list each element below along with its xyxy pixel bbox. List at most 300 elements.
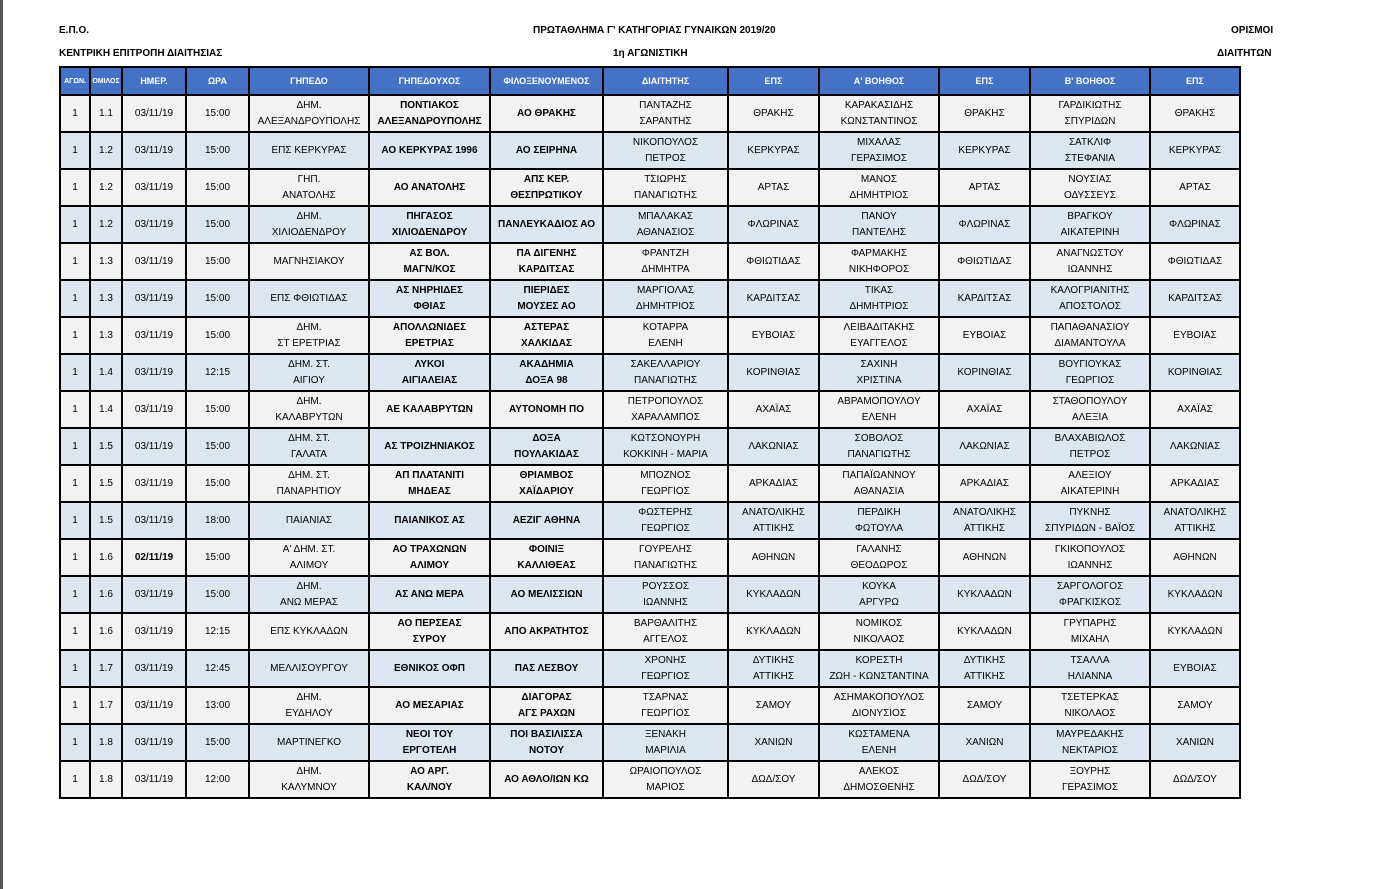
cell-omilos: 1.4 (90, 391, 122, 428)
cell-eps1 (728, 206, 819, 243)
cell-referee (603, 243, 728, 280)
cell-line: ΣΑΤΚΛΙΦ (1068, 136, 1112, 148)
table-row (60, 280, 1240, 317)
cell-field (249, 132, 369, 169)
cell-assistant2 (1030, 95, 1150, 132)
cell-away-team (490, 391, 603, 428)
cell-eps2 (939, 502, 1030, 539)
cell-line: ΕΥΑΓΓΕΛΟΣ (850, 337, 908, 349)
cell-away-team (490, 613, 603, 650)
cell-line: ΑΤΤΙΚΗΣ (964, 522, 1005, 534)
cell-time: 12:00 (186, 761, 249, 798)
cell-date: 03/11/19 (122, 280, 186, 317)
cell-assistant1 (819, 502, 939, 539)
cell-eps1 (728, 613, 819, 650)
cell-line: ΑΡΚΑΔΙΑΣ (960, 477, 1009, 489)
cell-line: ΔΙΑΓΟΡΑΣ (521, 691, 572, 703)
cell-referee (603, 576, 728, 613)
cell-line: ΧΡΟΝΗΣ (644, 654, 687, 666)
table-row (60, 169, 1240, 206)
cell-line: ΠΑΝΑΓΙΩΤΗΣ (633, 189, 698, 201)
cell-assistant1 (819, 650, 939, 687)
cell-line: ΑΕΖΙΓ ΑΘΗΝΑ (512, 514, 581, 526)
cell-line: ΖΩΗ - ΚΩΝΣΤΑΝΤΙΝΑ (829, 670, 929, 682)
cell-eps1 (728, 539, 819, 576)
cell-eps3 (1150, 613, 1240, 650)
cell-line: ΠΑΝΛΕΥΚΑΔΙΟΣ ΑΟ (497, 218, 595, 230)
cell-away-team (490, 465, 603, 502)
cell-line: ΑΝΑΤΟΛΙΚΗΣ (953, 506, 1016, 518)
cell-line: ΣΑΡΓΟΛΟΓΟΣ (1056, 580, 1124, 592)
cell-agon: 1 (60, 650, 90, 687)
cell-referee (603, 391, 728, 428)
table-row (60, 687, 1240, 724)
cell-field (249, 391, 369, 428)
cell-assistant2 (1030, 724, 1150, 761)
cell-line: ΚΟΤΑΡΡΑ (642, 321, 689, 333)
cell-time: 18:00 (186, 502, 249, 539)
cell-line: ΠΑΣ ΛΕΣΒΟΥ (514, 662, 579, 674)
cell-home-team (369, 428, 490, 465)
cell-line: ΚΥΚΛΑΔΩΝ (746, 588, 801, 600)
cell-away-team (490, 539, 603, 576)
cell-line: ΕΘΝΙΚΟΣ ΟΦΠ (394, 662, 465, 674)
cell-line: ΚΥΚΛΑΔΩΝ (1167, 625, 1223, 637)
cell-line: ΚΕΡΚΥΡΑΣ (958, 144, 1011, 156)
cell-line: ΝΟΥΣΙΑΣ (1068, 173, 1112, 185)
cell-eps2 (939, 428, 1030, 465)
cell-line: ΘΡΑΚΗΣ (964, 107, 1005, 119)
cell-line: ΔΗΜ. ΣΤ. (288, 432, 330, 444)
cell-line: ΑΧΑΪΑΣ (755, 403, 792, 415)
cell-line: ΙΩΑΝΝΗΣ (643, 596, 688, 608)
cell-eps3 (1150, 391, 1240, 428)
cell-eps3 (1150, 502, 1240, 539)
cell-time: 12:15 (186, 613, 249, 650)
cell-agon: 1 (60, 95, 90, 132)
cell-field (249, 317, 369, 354)
cell-field (249, 280, 369, 317)
cell-line: ΓΑΡΔΙΚΙΩΤΗΣ (1058, 99, 1122, 111)
cell-assistant2 (1030, 169, 1150, 206)
cell-line: ΦΡΑΝΤΖΗ (641, 247, 690, 259)
cell-agon: 1 (60, 280, 90, 317)
cell-line: ΚΑΡΔΙΤΣΑΣ (957, 292, 1012, 304)
table-row (60, 354, 1240, 391)
cell-line: ΑΟ ΑΝΑΤΟΛΗΣ (393, 181, 466, 193)
cell-eps3 (1150, 539, 1240, 576)
cell-line: ΚΥΚΛΑΔΩΝ (957, 588, 1012, 600)
cell-line: ΑΥΤΟΝΟΜΗ ΠΟ (508, 403, 585, 415)
cell-line: ΚΟΡΙΝΘΙΑΣ (746, 366, 801, 378)
cell-line: ΧΑΡΑΛΑΜΠΟΣ (631, 411, 700, 423)
cell-line: ΔΥΤΙΚΗΣ (963, 654, 1006, 666)
cell-assistant1 (819, 206, 939, 243)
cell-line: ΓΑΛΑΤΑ (291, 448, 327, 460)
orismoi-label: ΟΡΙΣΜΟΙ (1231, 25, 1274, 36)
cell-line: ΑΝΑΤΟΛΗΣ (282, 189, 336, 201)
cell-away-team (490, 169, 603, 206)
cell-date: 03/11/19 (122, 687, 186, 724)
cell-line: ΣΥΡΟΥ (412, 633, 447, 645)
cell-line: ΚΑΛΛΙΘΕΑΣ (517, 559, 576, 571)
cell-line: ΑΡΤΑΣ (968, 181, 1001, 193)
cell-assistant1 (819, 465, 939, 502)
cell-time: 15:00 (186, 576, 249, 613)
cell-line: ΔΟΞΑ (532, 432, 561, 444)
cell-away-team (490, 724, 603, 761)
table-row (60, 613, 1240, 650)
table-row (60, 243, 1240, 280)
cell-referee (603, 428, 728, 465)
cell-line: ΛΑΚΩΝΙΑΣ (959, 440, 1010, 452)
cell-eps2 (939, 465, 1030, 502)
table-row (60, 317, 1240, 354)
cell-line: ΔΥΤΙΚΗΣ (752, 654, 795, 666)
cell-away-team (490, 317, 603, 354)
cell-line: ΓΗΠ. (297, 173, 321, 185)
cell-line: ΑΟ ΑΡΓ. (410, 765, 449, 777)
cell-omilos: 1.7 (90, 650, 122, 687)
cell-time: 15:00 (186, 132, 249, 169)
cell-line: ΝΙΚΟΠΟΥΛΟΣ (632, 136, 699, 148)
cell-field (249, 502, 369, 539)
cell-assistant1 (819, 391, 939, 428)
cell-agon: 1 (60, 428, 90, 465)
cell-line: ΚΑΡΔΙΤΣΑΣ (746, 292, 801, 304)
cell-referee (603, 169, 728, 206)
cell-line: ΑΝΑΓΝΩΣΤΟΥ (1056, 247, 1124, 259)
cell-line: ΔΗΜ. (296, 580, 322, 592)
cell-line: ΔΗΜΗΤΡΙΟΣ (849, 189, 909, 201)
cell-assistant1 (819, 428, 939, 465)
cell-line: ΞΕΝΑΚΗ (645, 728, 686, 740)
cell-eps2 (939, 243, 1030, 280)
table-row (60, 724, 1240, 761)
cell-assistant2 (1030, 539, 1150, 576)
cell-line: ΕΛΕΝΗ (861, 744, 897, 756)
cell-referee (603, 132, 728, 169)
cell-time: 15:00 (186, 465, 249, 502)
cell-eps3 (1150, 761, 1240, 798)
cell-line: ΠΟΙ ΒΑΣΙΛΙΣΣΑ (510, 728, 583, 740)
cell-date: 03/11/19 (122, 650, 186, 687)
cell-line: ΗΛΙΑΝΝΑ (1067, 670, 1113, 682)
table-row (60, 465, 1240, 502)
cell-eps3 (1150, 280, 1240, 317)
cell-assistant1 (819, 317, 939, 354)
table-row (60, 206, 1240, 243)
cell-date: 03/11/19 (122, 428, 186, 465)
cell-line: ΣΤΑΘΟΠΟΥΛΟΥ (1052, 395, 1128, 407)
cell-line: ΑΠΟΣΤΟΛΟΣ (1059, 300, 1121, 312)
cell-home-team (369, 539, 490, 576)
cell-eps1 (728, 502, 819, 539)
cell-referee (603, 317, 728, 354)
cell-line: ΝΟΤΟΥ (528, 744, 565, 756)
cell-line: ΚΟΡΙΝΘΙΑΣ (957, 366, 1012, 378)
cell-date: 03/11/19 (122, 206, 186, 243)
col-header-time: ΩΡΑ (186, 67, 249, 95)
cell-eps1 (728, 132, 819, 169)
cell-agon: 1 (60, 465, 90, 502)
cell-field (249, 687, 369, 724)
cell-line: ΜΑΓΝΗΣΙΑΚΟΥ (273, 255, 345, 267)
cell-eps3 (1150, 576, 1240, 613)
cell-assistant2 (1030, 428, 1150, 465)
table-row (60, 576, 1240, 613)
cell-line: ΝΕΟΙ ΤΟΥ (405, 728, 454, 740)
cell-time: 12:45 (186, 650, 249, 687)
cell-line: ΕΥΔΗΛΟΥ (285, 707, 333, 719)
col-header-eps2: ΕΠΣ (939, 67, 1030, 95)
cell-eps1 (728, 576, 819, 613)
cell-field (249, 613, 369, 650)
cell-line: ΟΔΥΣΣΕΥΣ (1063, 189, 1117, 201)
window-edge (0, 0, 3, 889)
cell-line: ΠΕΤΡΟΣ (645, 152, 686, 164)
cell-agon: 1 (60, 761, 90, 798)
cell-time: 15:00 (186, 539, 249, 576)
cell-omilos: 1.6 (90, 576, 122, 613)
cell-line: ΝΙΚΗΦΟΡΟΣ (848, 263, 910, 275)
cell-assistant2 (1030, 280, 1150, 317)
cell-field (249, 465, 369, 502)
cell-assistant2 (1030, 761, 1150, 798)
cell-line: ΜΑΡΙΟΣ (646, 781, 685, 793)
cell-eps3 (1150, 95, 1240, 132)
cell-field (249, 650, 369, 687)
cell-line: ΧΑΛΚΙΔΑΣ (521, 337, 572, 349)
col-header-eps1: ΕΠΣ (728, 67, 819, 95)
cell-line: ΘΕΣΠΡΩΤΙΚΟΥ (510, 189, 583, 201)
cell-line: ΑΝΑΤΟΛΙΚΗΣ (1163, 506, 1227, 518)
cell-line: ΔΗΜΟΣΘΕΝΗΣ (843, 781, 915, 793)
cell-agon: 1 (60, 613, 90, 650)
cell-date: 02/11/19 (122, 539, 186, 576)
cell-line: ΑΟ ΑΘΛΟ/ΙΩΝ ΚΩ (504, 773, 589, 785)
cell-time: 15:00 (186, 280, 249, 317)
cell-line: ΑΛΕΞΙΟΥ (1068, 469, 1112, 481)
cell-home-team (369, 650, 490, 687)
col-header-omilos: ΟΜΙΛΟΣ (90, 67, 122, 95)
cell-referee (603, 280, 728, 317)
cell-line: ΙΩΑΝΝΗΣ (1067, 559, 1113, 571)
cell-home-team (369, 95, 490, 132)
cell-agon: 1 (60, 132, 90, 169)
cell-line: ΑΛΕΚΟΣ (858, 765, 900, 777)
cell-line: ΛΑΚΩΝΙΑΣ (1169, 440, 1221, 452)
cell-line: ΜΑΥΡΕΔΑΚΗΣ (1056, 728, 1124, 740)
cell-line: ΑΛΕΞΙΑ (1072, 411, 1108, 423)
table-row (60, 428, 1240, 465)
table-row (60, 650, 1240, 687)
cell-field (249, 354, 369, 391)
cell-line: ΔΗΜ. (296, 99, 322, 111)
cell-line: ΣΠΥΡΙΔΩΝ (1064, 115, 1116, 127)
cell-agon: 1 (60, 576, 90, 613)
cell-eps1 (728, 687, 819, 724)
cell-assistant1 (819, 354, 939, 391)
cell-away-team (490, 132, 603, 169)
cell-line: ΚΥΚΛΑΔΩΝ (957, 625, 1012, 637)
cell-home-team (369, 761, 490, 798)
cell-line: ΔΗΜΗΤΡΙΟΣ (636, 300, 695, 312)
cell-line: ΠΑΝΑΡΗΤΙΟΥ (276, 485, 342, 497)
cell-home-team (369, 206, 490, 243)
cell-field (249, 243, 369, 280)
cell-line: ΔΙΑΜΑΝΤΟΥΛΑ (1054, 337, 1126, 349)
cell-referee (603, 650, 728, 687)
cell-referee (603, 613, 728, 650)
cell-eps2 (939, 206, 1030, 243)
cell-line: ΧΑΪΔΑΡΙΟΥ (519, 485, 574, 497)
cell-line: ΠΑΝΤΑΖΗΣ (639, 99, 692, 111)
cell-home-team (369, 613, 490, 650)
cell-eps3 (1150, 724, 1240, 761)
cell-line: ΜΗΔΕΑΣ (408, 485, 451, 497)
cell-line: ΑΤΤΙΚΗΣ (753, 522, 794, 534)
cell-line: ΝΕΚΤΑΡΙΟΣ (1061, 744, 1118, 756)
cell-eps3 (1150, 354, 1240, 391)
cell-home-team (369, 576, 490, 613)
cell-line: ΜΙΧΑΛΑΣ (857, 136, 901, 148)
cell-line: ΔΗΜ. (296, 321, 322, 333)
cell-omilos: 1.8 (90, 724, 122, 761)
cell-line: ΧΙΛΙΟΔΕΝΔΡΟΥ (271, 226, 347, 238)
cell-agon: 1 (60, 502, 90, 539)
cell-eps1 (728, 280, 819, 317)
cell-field (249, 95, 369, 132)
cell-line: ΣΑΡΑΝΤΗΣ (639, 115, 692, 127)
cell-agon: 1 (60, 317, 90, 354)
cell-line: ΕΥΒΟΙΑΣ (1173, 662, 1217, 674)
cell-line: ΦΛΩΡΙΝΑΣ (958, 218, 1011, 230)
cell-assistant2 (1030, 613, 1150, 650)
cell-line: ΛΑΚΩΝΙΑΣ (748, 440, 799, 452)
cell-omilos: 1.2 (90, 132, 122, 169)
cell-omilos: 1.5 (90, 428, 122, 465)
cell-assistant2 (1030, 317, 1150, 354)
cell-line: ΦΛΩΡΙΝΑΣ (1169, 218, 1221, 230)
cell-line: ΚΑΛΥΜΝΟΥ (281, 781, 337, 793)
cell-field (249, 169, 369, 206)
cell-away-team (490, 761, 603, 798)
col-header-assistant1: Α' ΒΟΗΘΟΣ (819, 67, 939, 95)
cell-line: ΠΑΝΤΕΛΗΣ (852, 226, 906, 238)
cell-line: ΑΙΓΙΟΥ (293, 374, 325, 386)
cell-eps1 (728, 724, 819, 761)
cell-eps2 (939, 724, 1030, 761)
cell-line: ΓΕΡΑΣΙΜΟΣ (1061, 781, 1119, 793)
cell-line: ΑΟ ΚΕΡΚΥΡΑΣ 1996 (381, 144, 478, 156)
cell-line: ΔΗΜΗΤΡΙΟΣ (849, 300, 909, 312)
cell-line: ΦΩΣΤΕΡΗΣ (638, 506, 693, 518)
cell-line: ΑΛΙΜΟΥ (409, 559, 450, 571)
cell-assistant2 (1030, 354, 1150, 391)
cell-line: ΑΝΑΤΟΛΙΚΗΣ (742, 506, 805, 518)
cell-line: ΑΠ ΠΛΑΤΑΝΙΤΙ (395, 469, 464, 481)
cell-agon: 1 (60, 354, 90, 391)
cell-line: ΑΘΑΝΑΣΙΑ (853, 485, 905, 497)
cell-eps1 (728, 243, 819, 280)
cell-time: 15:00 (186, 95, 249, 132)
cell-assistant1 (819, 576, 939, 613)
cell-line: ΝΙΚΟΛΑΟΣ (853, 633, 905, 645)
cell-away-team (490, 687, 603, 724)
cell-line: ΡΟΥΣΣΟΣ (641, 580, 690, 592)
cell-eps3 (1150, 206, 1240, 243)
cell-line: ΣΑΜΟΥ (755, 699, 792, 711)
cell-line: ΣΠΥΡΙΔΩΝ - ΒΑΪΟΣ (1045, 522, 1135, 534)
cell-line: ΧΑΝΙΩΝ (965, 736, 1004, 748)
cell-line: ΓΑΛΑΝΗΣ (856, 543, 902, 555)
cell-assistant1 (819, 687, 939, 724)
cell-line: ΙΩΑΝΝΗΣ (1067, 263, 1113, 275)
cell-line: ΑΡΓΥΡΩ (859, 596, 899, 608)
table-row (60, 132, 1240, 169)
cell-line: ΝΙΚΟΛΑΟΣ (1064, 707, 1116, 719)
cell-eps3 (1150, 169, 1240, 206)
cell-time: 15:00 (186, 428, 249, 465)
cell-line: ΑΤΤΙΚΗΣ (753, 670, 794, 682)
cell-line: ΜΙΧΑΗΛ (1070, 633, 1110, 645)
cell-eps3 (1150, 428, 1240, 465)
cell-line: ΑΙΚΑΤΕΡΙΝΗ (1060, 485, 1120, 497)
cell-line: ΠΑ ΔΙΓΕΝΗΣ (516, 247, 577, 259)
cell-line: ΔΗΜ. (296, 765, 322, 777)
matchday-label: 1η ΑΓΩΝΙΣΤΙΚΗ (613, 48, 688, 59)
table-row (60, 502, 1240, 539)
cell-date: 03/11/19 (122, 502, 186, 539)
cell-agon: 1 (60, 687, 90, 724)
cell-time: 15:00 (186, 169, 249, 206)
cell-home-team (369, 465, 490, 502)
cell-line: ΑΝΩ ΜΕΡΑΣ (280, 596, 338, 608)
cell-omilos: 1.2 (90, 206, 122, 243)
cell-omilos: 1.4 (90, 354, 122, 391)
cell-omilos: 1.3 (90, 280, 122, 317)
cell-line: ΠΑΙΑΝΙΑΣ (285, 514, 333, 526)
cell-line: ΘΕΟΔΩΡΟΣ (850, 559, 908, 571)
cell-home-team (369, 132, 490, 169)
cell-assistant2 (1030, 132, 1150, 169)
cell-line: ΑΛΕΞΑΝΔΡΟΥΠΟΛΗΣ (257, 115, 361, 127)
cell-line: ΦΘΙΩΤΙΔΑΣ (746, 255, 801, 267)
cell-home-team (369, 317, 490, 354)
cell-line: ΑΡΤΑΣ (1179, 181, 1211, 193)
cell-line: ΣΑΚΕΛΛΑΡΙΟΥ (630, 358, 701, 370)
cell-omilos: 1.3 (90, 317, 122, 354)
cell-date: 03/11/19 (122, 354, 186, 391)
cell-line: ΞΟΥΡΗΣ (1069, 765, 1111, 777)
cell-line: ΔΗΜ. (296, 395, 322, 407)
cell-assistant2 (1030, 502, 1150, 539)
cell-date: 03/11/19 (122, 95, 186, 132)
cell-line: ΑΟ ΣΕΙΡΗΝΑ (515, 144, 578, 156)
cell-eps1 (728, 391, 819, 428)
cell-away-team (490, 206, 603, 243)
cell-eps2 (939, 95, 1030, 132)
cell-line: ΚΑΛ/ΝΟΥ (406, 781, 453, 793)
cell-line: ΘΡΙΑΜΒΟΣ (519, 469, 574, 481)
cell-away-team (490, 428, 603, 465)
cell-line: ΔΩΔ/ΣΟΥ (1173, 773, 1217, 785)
cell-line: ΚΥΚΛΑΔΩΝ (746, 625, 801, 637)
cell-line: ΕΠΣ ΚΥΚΛΑΔΩΝ (270, 625, 348, 637)
cell-line: ΑΧΑΪΑΣ (1177, 403, 1213, 415)
cell-line: ΧΑΝΙΩΝ (1175, 736, 1215, 748)
